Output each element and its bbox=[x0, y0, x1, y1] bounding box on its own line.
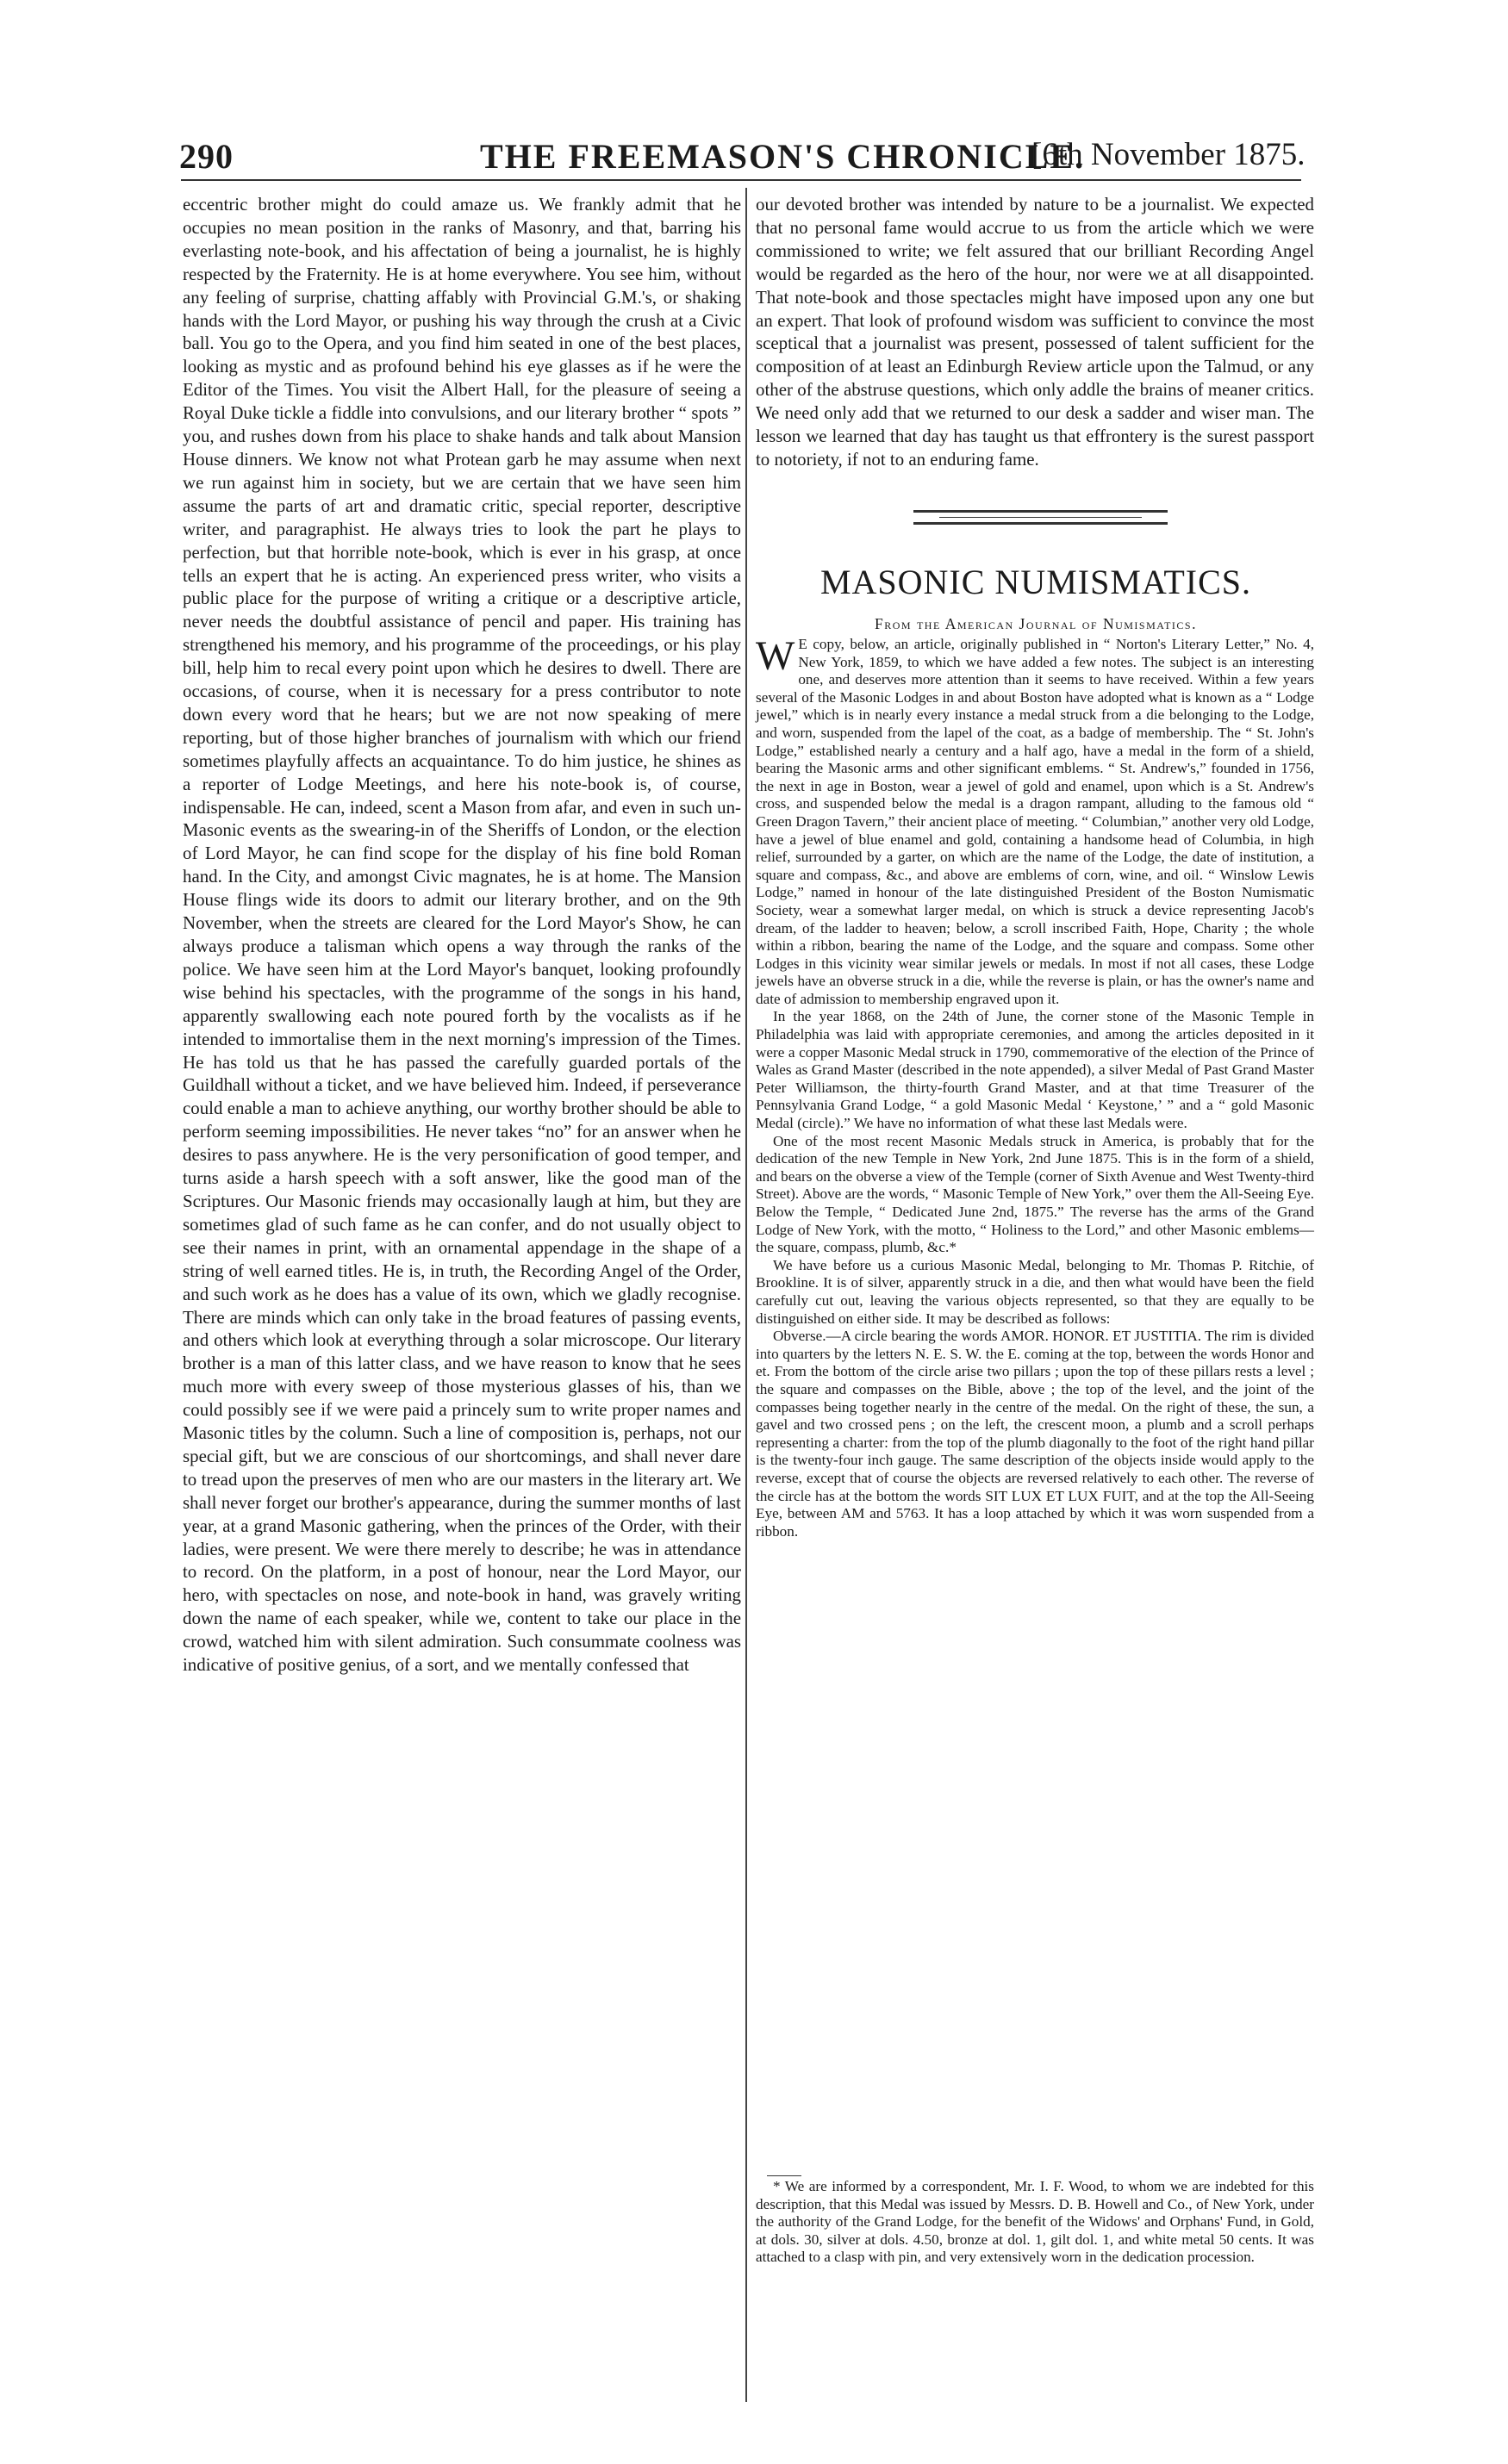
page-number: 290 bbox=[179, 137, 234, 176]
paper-title: THE FREEMASON'S CHRONICLE. bbox=[480, 137, 1086, 176]
page-header bbox=[165, 129, 1320, 177]
article-title: MASONIC NUMISMATICS. bbox=[819, 563, 1252, 601]
continuation-text: our devoted brother was intended by nature to be a journalist. We expected that no personal fame would accrue to us from the article which we were commissioned to write; we felt assured that our brilliant Recording Angel would be regarded as the hero of the hour, nor were we at all disappointed. That note-book and those spectacles might have imposed upon any one but an expert. That look of profound wisdom was sufficient to convince the most sceptical that a journalist was present, possessed of talent sufficient for the composition of at least an Edinburgh Review article upon the Talmud, or any other of the abstruse questions, which only addle the brains of meaner critics. We need only add that we returned to our desk a sadder and wiser man. The lesson we learned that day has taught us that effrontery is the surest passport to notoriety, if not to an enduring fame. bbox=[756, 194, 1314, 470]
issue-date: [6th November 1875. bbox=[1031, 137, 1305, 172]
right-column-continuation bbox=[756, 193, 1314, 471]
article-paragraph: We have before us a curious Masonic Medal, belonging to Mr. Thomas P. Ritchie, of Brookline. It is of silver, apparently struck in a die, and then what would have been the field carefully cut out, leaving the various objects represented, so that they are equally to be distinguished on either side. It may be described as follows: bbox=[756, 1256, 1314, 1327]
article-body bbox=[756, 633, 1315, 1540]
drop-cap: W bbox=[756, 633, 795, 679]
left-column bbox=[183, 193, 741, 1677]
article-paragraph: Obverse.—A circle bearing the words AMOR. HONOR. ET JUSTITIA. The rim is divided into quarters by the letters N. E. S. W. the E. coming at the top, between the words Honor and et. From the bottom of the circle arise two pillars ; upon the top of these pillars rests a level ; the square and compasses on the Bible, above ; the top of the level, and the joint of the compasses being together nearly in the centre of the medal. On the right of these, the sun, a gavel and two crossed pens ; on the left, the crescent moon, a plumb and a scroll perhaps representing a charter: from the top of the plumb diagonally to the foot of the right hand pillar is the twenty-four inch gauge. The same description of the objects inside would apply to the reverse, except that of course the objects are reversed relatively to each other. The reverse of the circle has at the bottom the words SIT LUX ET LUX FUIT, and at the top the All-Seeing Eye, between AM and 5763. It has a loop attached by which it was worn suspended from a ribbon. bbox=[756, 1328, 1314, 1540]
article-source: From the American Journal of Numismatics. bbox=[875, 615, 1197, 632]
article-paragraph: One of the most recent Masonic Medals struck in America, is probably that for the dedication of the new Temple in New York, 2nd June 1875. This is in the form of a shield, and bears on the obverse a view of the Temple (corner of Sixth Avenue and West Twenty-third Street). Above are the words, “ Masonic Temple of New York,” over them the All-Seeing Eye. Below the Temple, “ Dedicated June 2nd, 1875.” The reverse has the arms of the Grand Lodge of New York, with the motto, “ Holiness to the Lord,” and other Masonic emblems—the square, compass, plumb, &c.* bbox=[756, 1132, 1314, 1256]
column-divider bbox=[745, 188, 747, 2402]
footnote-rule bbox=[767, 2175, 801, 2176]
article-paragraph-text: E copy, below, an article, originally published in “ Norton's Literary Letter,” No. 4, New York, 1859, to which we have added a few notes. The subject is an interesting one, and deserves more attention than it seems to have received. Within a few years several of the Masonic Lodges in and about Boston have adopted what is known as a “ Lodge jewel,” which is in nearly every instance a medal struck from a die belonging to the Lodge, and worn, suspended from the lapel of the coat, as a badge of membership. The “ St. John's Lodge,” established nearly a century and a half ago, have a medal in the form of a shield, bearing the Masonic arms and other significant emblems. “ St. Andrew's,” founded in 1756, the next in age in Boston, wear a jewel of gold and enamel, upon which is a St. Andrew's cross, and suspended below the medal is a dragon rampant, alluding to the famous old “ Green Dragon Tavern,” their ancient place of meeting. “ Columbian,” another very old Lodge, have a jewel of blue enamel and gold, containing a handsome head of Columbia, in high relief, surrounded by a garter, on which are the name of the Lodge, the date of institution, a square and compass, &c., and above are emblems of corn, wine, and oil. “ Winslow Lewis Lodge,” named in honour of the late distinguished President of the Boston Numismatic Society, wear a somewhat larger medal, on which is struck a device representing Jacob's dream, of the ladder to heaven; below, a scroll inscribed Faith, Hope, Charity ; the whole within a ribbon, bearing the name of the Lodge, and the square and compass. Some other Lodges in this vicinity wear similar jewels or medals. In most if not all cases, these Lodge jewels have an obverse struck in a die, while the reverse is plain, or has the owner's name and date of admission to membership engraved upon it. bbox=[756, 636, 1315, 1007]
article-paragraph bbox=[756, 633, 1315, 1008]
footnote-text: * We are informed by a correspondent, Mr. I. F. Wood, to whom we are indebted for this description, that this Medal was issued by Messrs. D. B. Howell and Co., of New York, under the authority of the Grand Lodge, for the benefit of the Widows' and Orphans' Fund, in Gold, at dols. 30, silver at dols. 4.50, bronze at dol. 1, gilt dol. 1, and white metal 50 cents. It was attached to a clasp with pin, and very extensively worn in the dedication procession. bbox=[756, 2178, 1314, 2266]
header-rule bbox=[181, 179, 1301, 181]
section-separator-ornament bbox=[913, 510, 1168, 532]
left-column-text: eccentric brother might do could amaze us. We frankly admit that he occupies no mean position in the ranks of Masonry, and that, barring his everlasting note-book, and his affectation of being a journalist, he is highly respected by the Fraternity. He is at home everywhere. You see him, without any feeling of surprise, chatting affably with Provincial G.M.'s, or shaking hands with the Lord Mayor, or pushing his way through the crush at a Civic ball. You go to the Opera, and you find him seated in one of the best places, looking as mystic and as profound behind his eye glasses as if he were the Editor of the Times. You visit the Albert Hall, for the pleasure of seeing a Royal Duke tickle a fiddle into convulsions, and our literary brother “ spots ” you, and rushes down from his place to shake hands and talk about Mansion House dinners. We know not what Protean garb he may assume when next we run against him in society, but we are certain that we have seen him assume the parts of art and dramatic critic, special reporter, descriptive writer, and paragraphist. He always tries to look the part he plays to perfection, but that horrible note-book, which is ever in his grasp, at once tells an expert that he is acting. An experienced press writer, who visits a public place for the purpose of writing a critique or a descriptive article, never needs the doubtful assistance of pencil and paper. His training has strengthened his memory, and his programme of the proceedings, or his play bill, help him to recal every point upon which he desires to dwell. There are occasions, of course, when it is necessary for a press contributor to note down every word that he hears; but we are not now speaking of mere reporting, but of those higher branches of journalism with which our friend sometimes playfully affects an acquaintance. To do him justice, he shines as a reporter of Lodge Meetings, and here his note-book is, of course, indispensable. He can, indeed, scent a Mason from afar, and even in such un-Masonic events as the swearing-in of the Sheriffs of London, or the election of Lord Mayor, he can find scope for the display of his fine bold Roman hand. In the City, and amongst Civic magnates, he is at home. The Mansion House flings wide its doors to admit our literary brother, and on the 9th November, when the streets are cleared for the Lord Mayor's Show, he can always produce a talisman which opens a way through the ranks of the police. We have seen him at the Lord Mayor's banquet, looking profoundly wise behind his spectacles, with the programme of the songs in his hand, apparently swallowing each note poured forth by the vocalists as if he intended to immortalise them in the next morning's impression of the Times. He has told us that he has passed the carefully guarded portals of the Guildhall without a ticket, and we have believed him. Indeed, if perseverance could enable a man to achieve anything, our worthy brother should be able to perform seeming impossibilities. He never takes “no” for an answer when he desires to pass anywhere. He is the very personification of good temper, and turns aside a harsh speech with a soft answer, like the good man of the Scriptures. Our Masonic friends may occasionally laugh at him, but they are sometimes glad of such fame as he can confer, and do not usually object to see their names in print, with an ornamental appendage in the shape of a string of well earned titles. He is, in truth, the Recording Angel of the Order, and such work as he does has a value of its own, which we gladly recognise. There are minds which can only take in the broad features of passing events, and others which look at everything through a solar microscope. Our literary brother is a man of this latter class, and we have reason to know that he sees much more with every sweep of those mysterious glasses of his, than we could possibly see if we were paid a princely sum to write proper names and Masonic titles by the column. Such a line of composition is, perhaps, not our special gift, but we are conscious of our shortcomings, and shall never dare to tread upon the preserves of men who are our masters in the literary art. We shall never forget our brother's appearance, during the summer months of last year, at a grand Masonic gathering, when the princes of the Order, with their ladies, were present. We were there merely to describe; he was in attendance to record. On the platform, in a post of honour, near the Lord Mayor, our hero, with spectacles on nose, and note-book in hand, was gravely writing down the name of each speaker, while we, content to take our place in the crowd, watched him with silent admiration. Such consummate coolness was indicative of positive genius, of a sort, and we mentally confessed that bbox=[183, 194, 741, 1676]
article-footnote bbox=[756, 2178, 1314, 2267]
article-paragraph: In the year 1868, on the 24th of June, the corner stone of the Masonic Temple in Philadelphia was laid with appropriate ceremonies, and among the articles deposited in it were a copper Masonic Medal struck in 1790, commemorative of the election of the Prince of Wales as Grand Master (described in the note appended), a silver Medal of Past Grand Master Peter Williamson, the thirty-fourth Grand Master, and at that time Treasurer of the Pennsylvania Grand Lodge, “ a gold Masonic Medal ‘ Keystone,’ ” and a “ gold Masonic Medal (circle).” We have no information of what these last Medals were. bbox=[756, 1008, 1314, 1132]
